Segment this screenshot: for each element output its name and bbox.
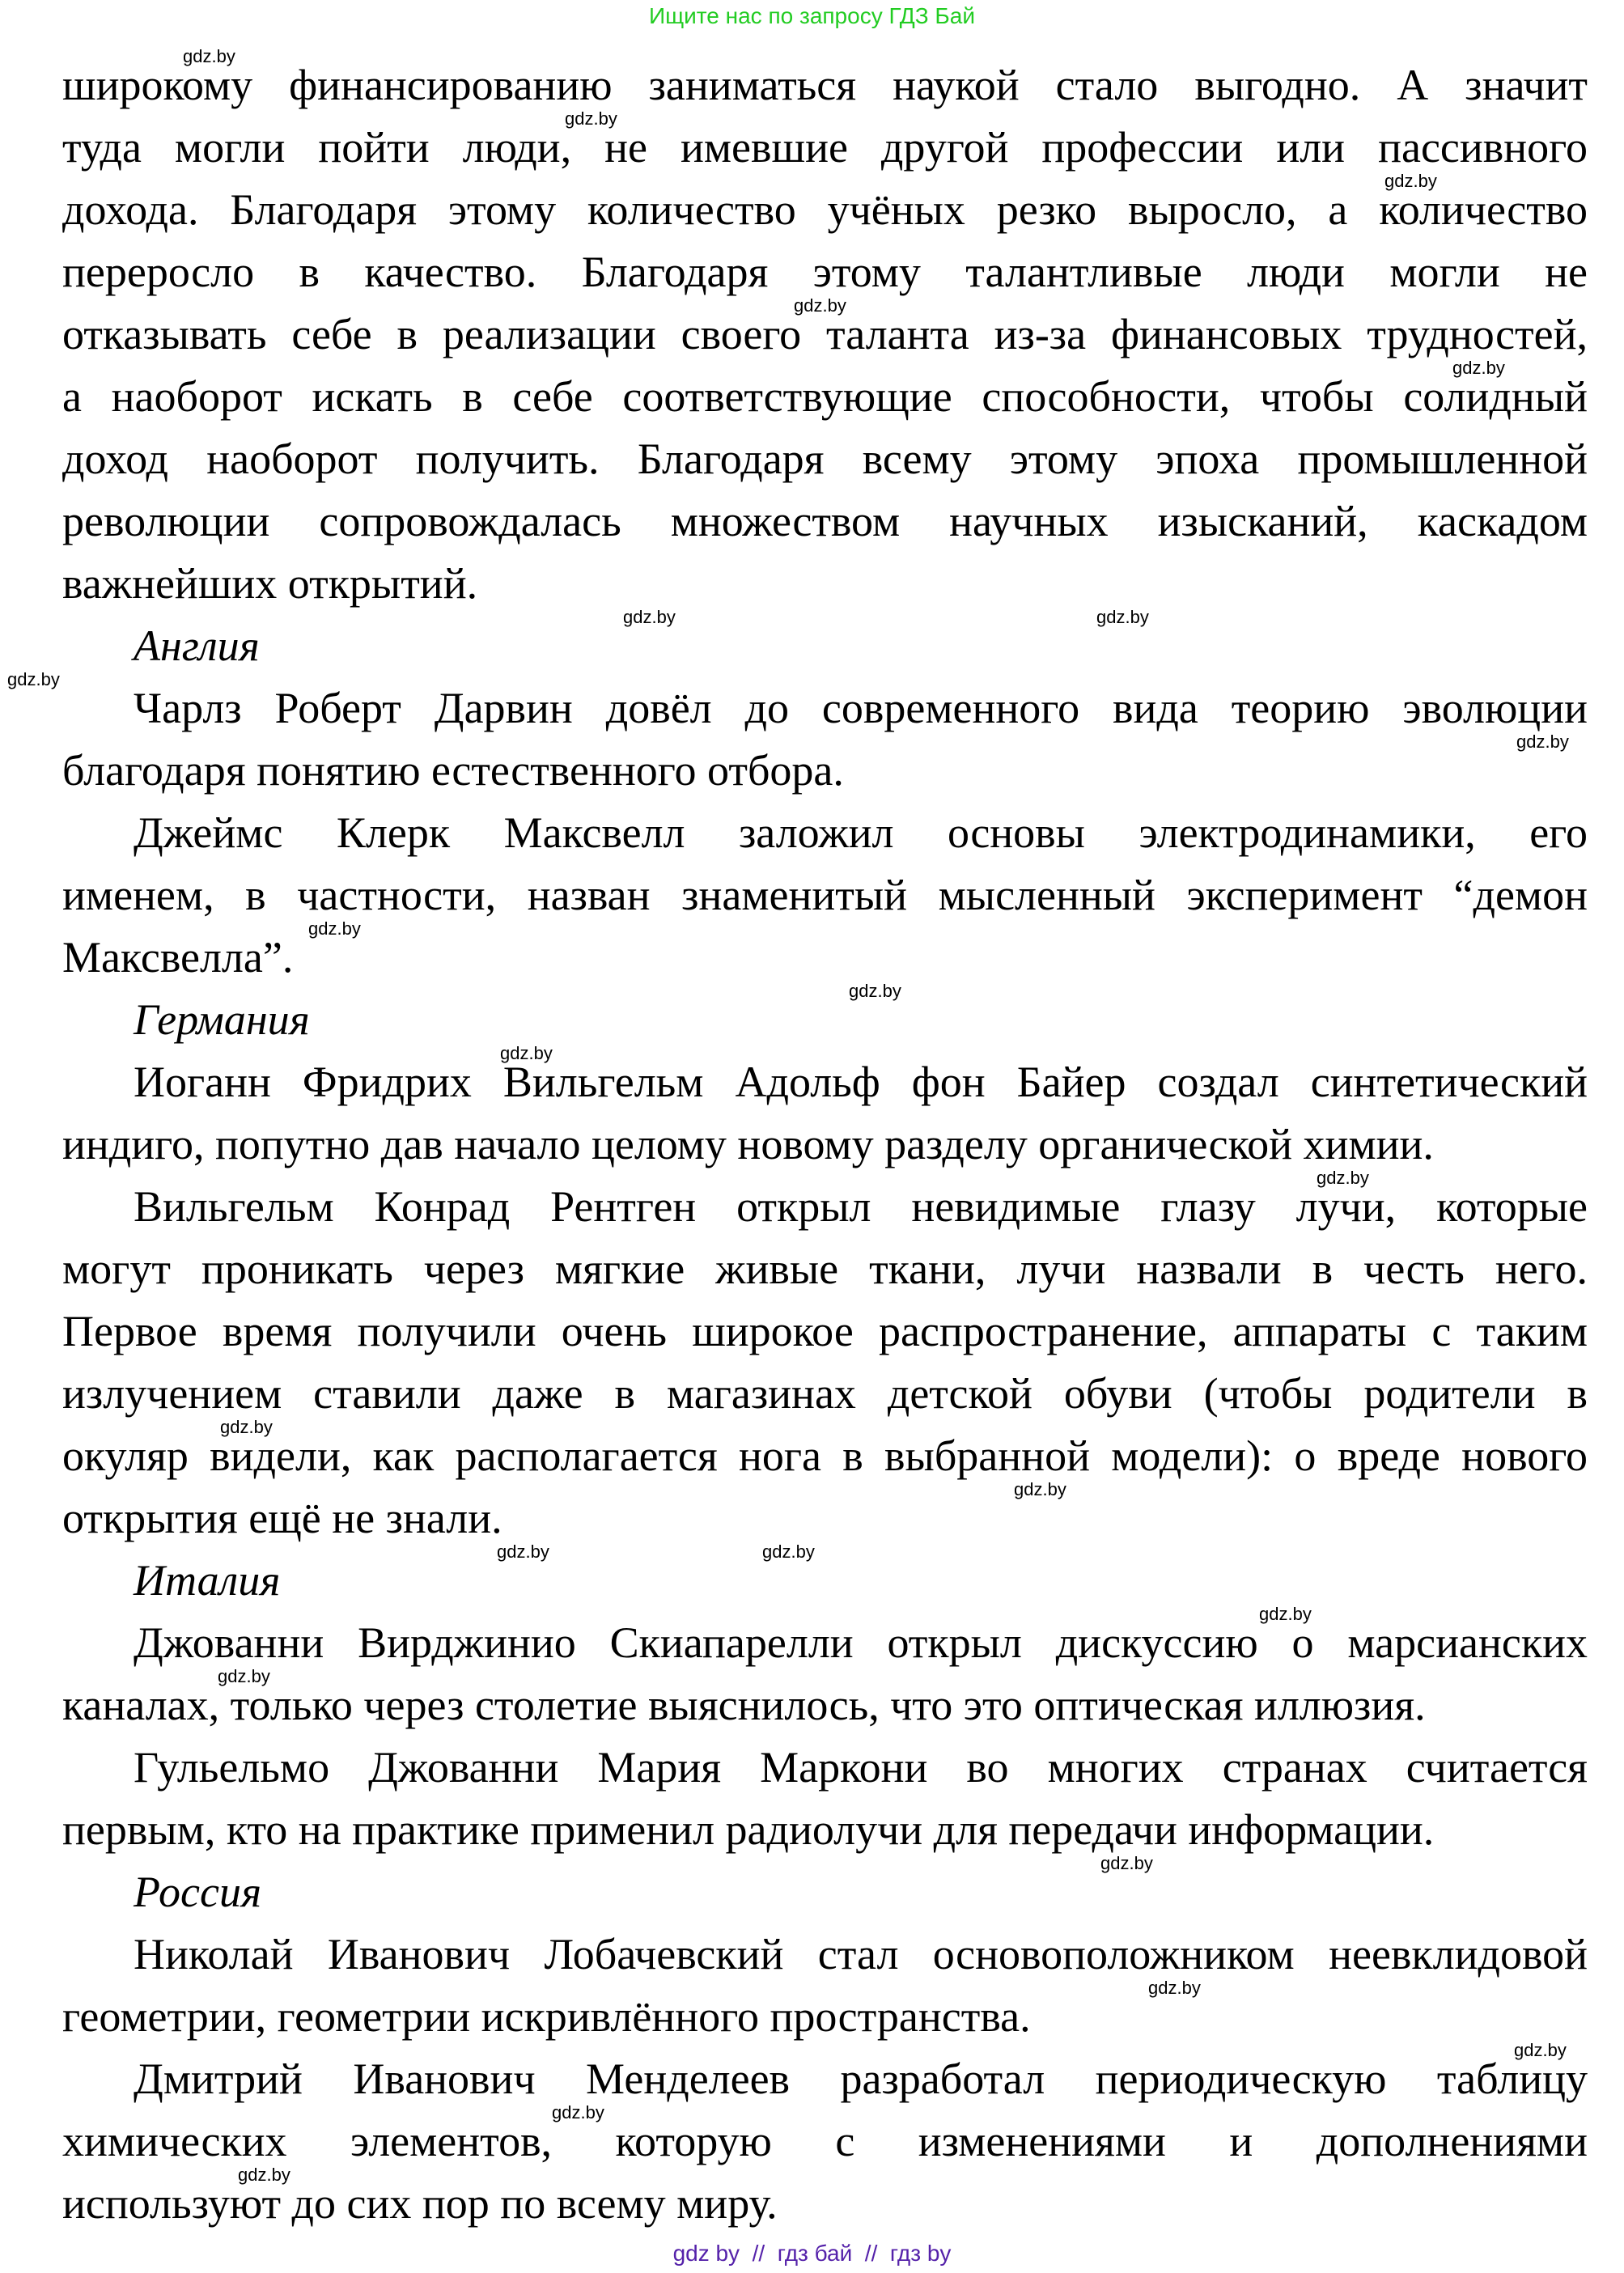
- text-line: а наоборот искать в себе соответствующие способности, чтобы солидный: [62, 372, 1588, 421]
- text-line: Максвелла”.: [62, 933, 294, 982]
- text-line: Чарлз Роберт Дарвин довёл до современного вида теорию эволюции: [134, 684, 1588, 732]
- text-line: Дмитрий Иванович Менделеев разработал периодическую таблицу: [134, 2055, 1588, 2103]
- text-line: Джованни Вирджинио Скиапарелли открыл дискуссию о марсианских: [134, 1618, 1588, 1667]
- watermark: gdz.by: [1384, 171, 1437, 191]
- watermark: gdz.by: [1100, 1853, 1153, 1873]
- text-line: Гульельмо Джованни Мария Маркони во многих странах считается: [134, 1743, 1588, 1792]
- watermark: gdz.by: [1516, 732, 1569, 752]
- watermark: gdz.by: [762, 1541, 815, 1562]
- text-line: Джеймс Клерк Максвелл заложил основы электродинамики, его: [134, 808, 1588, 857]
- section-heading: Германия: [134, 995, 310, 1044]
- text-line: излучением ставили даже в магазинах детской обуви (чтобы родители в: [62, 1369, 1588, 1418]
- watermark: gdz.by: [1514, 2040, 1567, 2060]
- section-heading: Россия: [134, 1868, 262, 1916]
- text-line: доход наоборот получить. Благодаря всему этому эпоха промышленной: [62, 435, 1588, 483]
- text-line: именем, в частности, назван знаменитый мысленный эксперимент “демон: [62, 871, 1588, 919]
- search-hint-banner: Ищите нас по запросу ГДЗ Бай: [648, 3, 976, 28]
- text-line: используют до сих пор по всему миру.: [62, 2179, 778, 2228]
- text-line: геометрии, геометрии искривлённого пространства.: [62, 1992, 1031, 2041]
- watermark: gdz.by: [565, 108, 617, 129]
- section-heading: Италия: [134, 1556, 281, 1605]
- text-line: дохода. Благодаря этому количество учёных резко выросло, а количество: [62, 185, 1588, 234]
- text-line: химических элементов, которую с изменениями и дополнениями: [62, 2117, 1588, 2165]
- watermark: gdz.by: [552, 2102, 604, 2122]
- section-heading: Англия: [134, 621, 260, 670]
- text-line: каналах, только через столетие выяснилось, что это оптическая иллюзия.: [62, 1681, 1426, 1729]
- text-line: отказывать себе в реализации своего таланта из-за финансовых трудностей,: [62, 310, 1588, 358]
- watermark: gdz.by: [220, 1417, 273, 1437]
- text-line: Николай Иванович Лобачевский стал основоположником неевклидовой: [134, 1930, 1588, 1978]
- watermark: gdz.by: [1317, 1168, 1369, 1188]
- watermark: gdz.by: [497, 1541, 549, 1562]
- text-line: Иоганн Фридрих Вильгельм Адольф фон Байер создал синтетический: [134, 1058, 1588, 1106]
- text-line: туда могли пойти люди, не имевшие другой профессии или пассивного: [62, 123, 1588, 172]
- watermark: gdz.by: [1452, 358, 1505, 378]
- text-line: благодаря понятию естественного отбора.: [62, 746, 844, 795]
- text-line: революции сопровождалась множеством научных изысканий, каскадом: [62, 497, 1588, 545]
- watermark: gdz.by: [1259, 1604, 1312, 1624]
- watermark: gdz.by: [1148, 1978, 1201, 1998]
- watermark: gdz.by: [218, 1666, 270, 1686]
- watermark: gdz.by: [7, 669, 60, 689]
- footer-links[interactable]: gdz by // гдз бай // гдз by: [672, 2241, 952, 2266]
- text-line: первым, кто на практике применил радиолучи для передачи информации.: [62, 1805, 1435, 1854]
- text-line: Первое время получили очень широкое распространение, аппараты с таким: [62, 1307, 1588, 1355]
- text-line: Вильгельм Конрад Рентген открыл невидимые глазу лучи, которые: [134, 1182, 1588, 1231]
- watermark: gdz.by: [849, 981, 901, 1001]
- watermark: gdz.by: [1014, 1479, 1066, 1499]
- document-text: [62, 54, 1588, 2235]
- text-line: могут проникать через мягкие живые ткани, лучи назвали в честь него.: [62, 1245, 1588, 1293]
- text-line: переросло в качество. Благодаря этому талантливые люди могли не: [62, 248, 1588, 296]
- watermark: gdz.by: [623, 607, 676, 627]
- watermark: gdz.by: [1096, 607, 1149, 627]
- watermark: gdz.by: [308, 918, 361, 939]
- text-line: индиго, попутно дав начало целому новому разделу органической химии.: [62, 1120, 1434, 1168]
- text-line: важнейших открытий.: [62, 559, 478, 608]
- text-line: открытия ещё не знали.: [62, 1494, 502, 1542]
- watermark: gdz.by: [500, 1043, 553, 1063]
- watermark: gdz.by: [183, 46, 235, 66]
- text-line: окуляр видели, как располагается нога в выбранной модели): о вреде нового: [62, 1431, 1588, 1480]
- watermark: gdz.by: [238, 2165, 290, 2185]
- text-line: широкому финансированию заниматься наукой стало выгодно. А значит: [62, 61, 1588, 109]
- watermark: gdz.by: [794, 295, 846, 316]
